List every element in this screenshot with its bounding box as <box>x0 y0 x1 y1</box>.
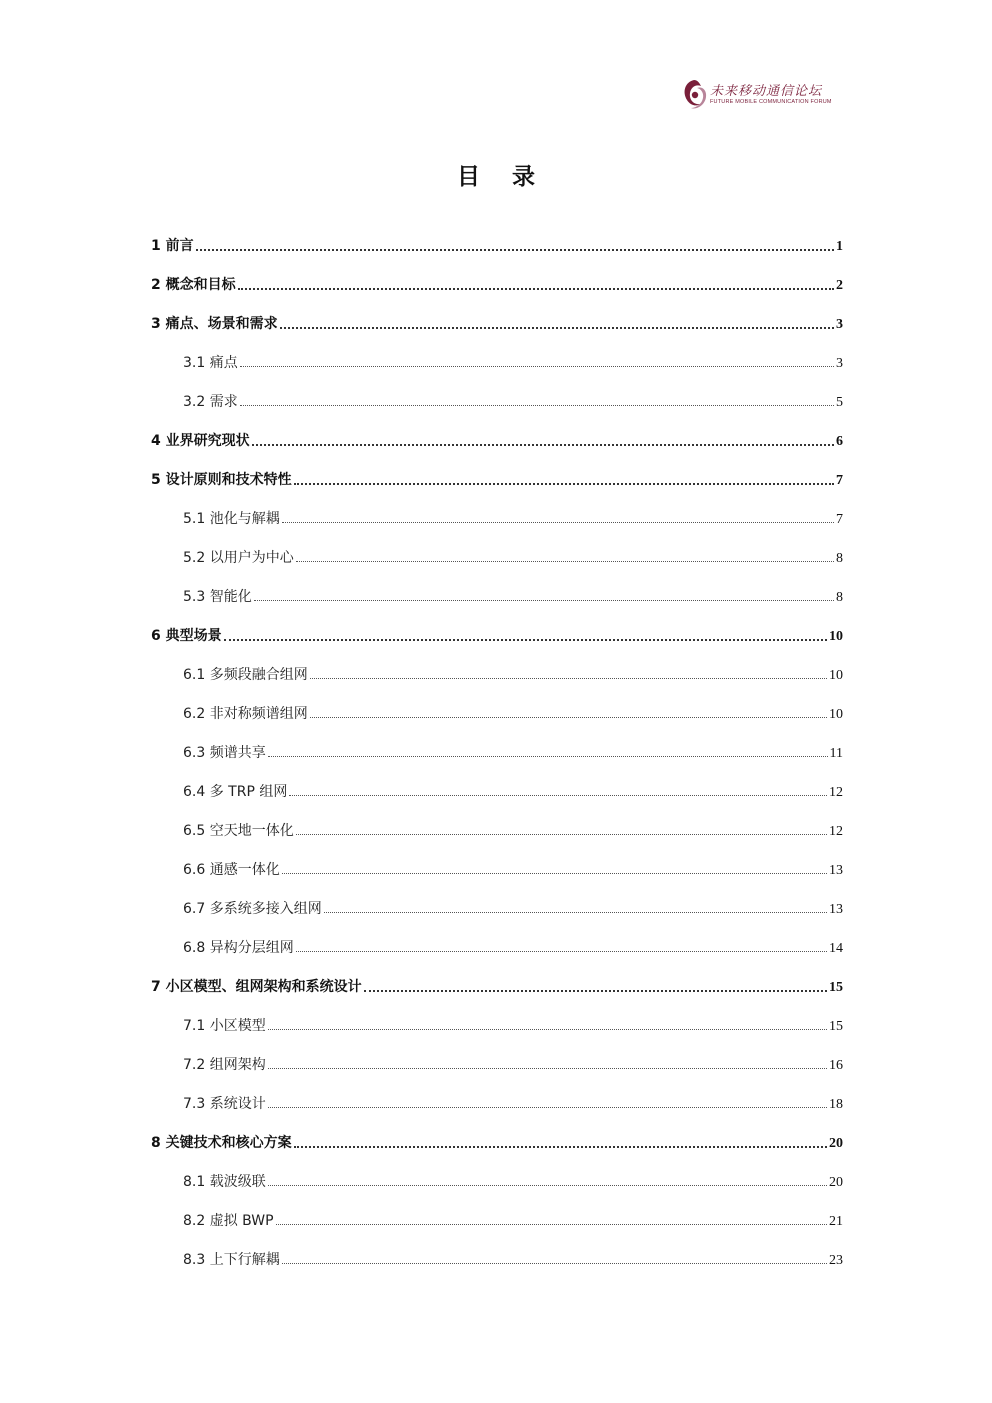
toc-entry[interactable] <box>183 578 843 617</box>
logo-english-text: FUTURE MOBILE COMMUNICATION FORUM <box>710 99 832 105</box>
toc-leader-dots <box>296 812 827 851</box>
toc-entry[interactable] <box>183 1046 843 1085</box>
logo-chinese-text: 未来移动通信论坛 <box>710 84 823 99</box>
toc-entry-page-number: 2 <box>836 278 843 293</box>
toc-leader-dots <box>296 929 827 968</box>
toc-entry[interactable] <box>183 539 843 578</box>
toc-leader-dots <box>296 539 834 578</box>
toc-leader-dots <box>282 500 834 539</box>
toc-entry-label: 7.3 系统设计 <box>183 1096 266 1112</box>
toc-entry-page-number: 3 <box>836 317 843 332</box>
toc-entry-page-number: 12 <box>829 824 843 839</box>
toc-entry-label: 2 概念和目标 <box>151 277 236 293</box>
toc-leader-dots <box>240 383 834 422</box>
toc-entry-label: 4 业界研究现状 <box>151 433 250 449</box>
toc-entry-label: 6.3 频谱共享 <box>183 745 266 761</box>
toc-entry-label: 8.3 上下行解耦 <box>183 1252 280 1268</box>
toc-entry[interactable] <box>183 890 843 929</box>
toc-entry-page-number: 8 <box>836 590 843 605</box>
toc-leader-dots <box>282 1241 827 1280</box>
page-title: 目 录 <box>456 164 547 190</box>
toc-leader-dots <box>268 1085 827 1124</box>
toc-entry-page-number: 23 <box>829 1253 843 1268</box>
toc-entry-label: 5.1 池化与解耦 <box>183 511 280 527</box>
toc-entry[interactable] <box>151 266 843 305</box>
toc-entry[interactable] <box>151 968 843 1007</box>
toc-entry-page-number: 11 <box>829 746 843 761</box>
toc-entry[interactable] <box>151 461 843 500</box>
toc-entry[interactable] <box>183 1163 843 1202</box>
toc-entry-page-number: 21 <box>829 1214 843 1229</box>
toc-entry[interactable] <box>183 1085 843 1124</box>
toc-entry-page-number: 13 <box>829 863 843 878</box>
toc-entry[interactable] <box>183 383 843 422</box>
toc-leader-dots <box>364 968 827 1007</box>
toc-entry[interactable] <box>183 851 843 890</box>
toc-leader-dots <box>252 422 834 461</box>
toc-leader-dots <box>196 227 834 266</box>
toc-entry-page-number: 3 <box>836 356 843 371</box>
toc-leader-dots <box>280 305 834 344</box>
toc-entry[interactable] <box>151 305 843 344</box>
toc-entry[interactable] <box>183 734 843 773</box>
toc-entry-label: 6 典型场景 <box>151 628 222 644</box>
toc-entry-page-number: 13 <box>829 902 843 917</box>
toc-entry-label: 6.5 空天地一体化 <box>183 823 294 839</box>
toc-entry-label: 7.2 组网架构 <box>183 1057 266 1073</box>
toc-entry-label: 5.3 智能化 <box>183 589 252 605</box>
toc-entry-label: 6.7 多系统多接入组网 <box>183 901 322 917</box>
toc-leader-dots <box>268 1007 827 1046</box>
toc-entry-label: 8 关键技术和核心方案 <box>151 1135 292 1151</box>
toc-entry[interactable] <box>183 929 843 968</box>
toc-leader-dots <box>289 773 827 812</box>
toc-entry[interactable] <box>183 1202 843 1241</box>
toc-leader-dots <box>294 1124 827 1163</box>
toc-leader-dots <box>268 1046 827 1085</box>
toc-leader-dots <box>324 890 827 929</box>
toc-entry[interactable] <box>183 500 843 539</box>
forum-logo <box>680 78 830 114</box>
toc-entry-page-number: 6 <box>836 434 843 449</box>
toc-entry-page-number: 10 <box>829 629 843 644</box>
toc-entry-label: 7 小区模型、组网架构和系统设计 <box>151 979 362 995</box>
toc-leader-dots <box>240 344 834 383</box>
toc-entry-label: 3 痛点、场景和需求 <box>151 316 278 332</box>
toc-leader-dots <box>224 617 827 656</box>
toc-entry[interactable] <box>183 344 843 383</box>
toc-entry[interactable] <box>151 1124 843 1163</box>
toc-entry[interactable] <box>183 1241 843 1280</box>
toc-entry[interactable] <box>183 656 843 695</box>
toc-entry-label: 6.6 通感一体化 <box>183 862 280 878</box>
toc-leader-dots <box>282 851 827 890</box>
toc-entry[interactable] <box>151 227 843 266</box>
toc-entry-page-number: 8 <box>836 551 843 566</box>
toc-entry-page-number: 7 <box>836 473 843 488</box>
toc-entry-page-number: 15 <box>829 1019 843 1034</box>
toc-entry-page-number: 20 <box>829 1175 843 1190</box>
toc-entry-label: 6.8 异构分层组网 <box>183 940 294 956</box>
toc-entry-page-number: 15 <box>829 980 843 995</box>
toc-entry-page-number: 7 <box>836 512 843 527</box>
toc-entry-page-number: 10 <box>829 707 843 722</box>
toc-entry[interactable] <box>183 695 843 734</box>
toc-leader-dots <box>238 266 834 305</box>
toc-entry[interactable] <box>151 422 843 461</box>
toc-entry-page-number: 16 <box>829 1058 843 1073</box>
toc-entry[interactable] <box>183 773 843 812</box>
toc-entry[interactable] <box>151 617 843 656</box>
toc-leader-dots <box>310 656 827 695</box>
toc-entry-page-number: 18 <box>829 1097 843 1112</box>
toc-leader-dots <box>254 578 834 617</box>
toc-entry-page-number: 1 <box>836 239 843 254</box>
toc-entry-page-number: 20 <box>829 1136 843 1151</box>
toc-leader-dots <box>268 1163 827 1202</box>
toc-leader-dots <box>268 734 828 773</box>
toc-entry-page-number: 5 <box>836 395 843 410</box>
toc-leader-dots <box>294 461 834 500</box>
toc-entry[interactable] <box>183 812 843 851</box>
toc-leader-dots <box>310 695 827 734</box>
forum-emblem-icon <box>680 78 708 110</box>
toc-entry-label: 8.2 虚拟 BWP <box>183 1213 274 1229</box>
toc-entry-label: 5 设计原则和技术特性 <box>151 472 292 488</box>
toc-entry-label: 8.1 载波级联 <box>183 1174 266 1190</box>
toc-entry-page-number: 12 <box>829 785 843 800</box>
toc-entry-label: 6.1 多频段融合组网 <box>183 667 308 683</box>
toc-entry-label: 6.2 非对称频谱组网 <box>183 706 308 722</box>
toc-leader-dots <box>276 1202 827 1241</box>
toc-entry-page-number: 14 <box>829 941 843 956</box>
toc-entry-page-number: 10 <box>829 668 843 683</box>
toc-entry[interactable] <box>183 1007 843 1046</box>
toc-entry-label: 3.1 痛点 <box>183 355 238 371</box>
toc-entry-label: 5.2 以用户为中心 <box>183 550 294 566</box>
toc-entry-label: 7.1 小区模型 <box>183 1018 266 1034</box>
toc-entry-label: 3.2 需求 <box>183 394 238 410</box>
toc-entry-label: 6.4 多 TRP 组网 <box>183 784 288 800</box>
toc-entry-label: 1 前言 <box>151 238 194 254</box>
